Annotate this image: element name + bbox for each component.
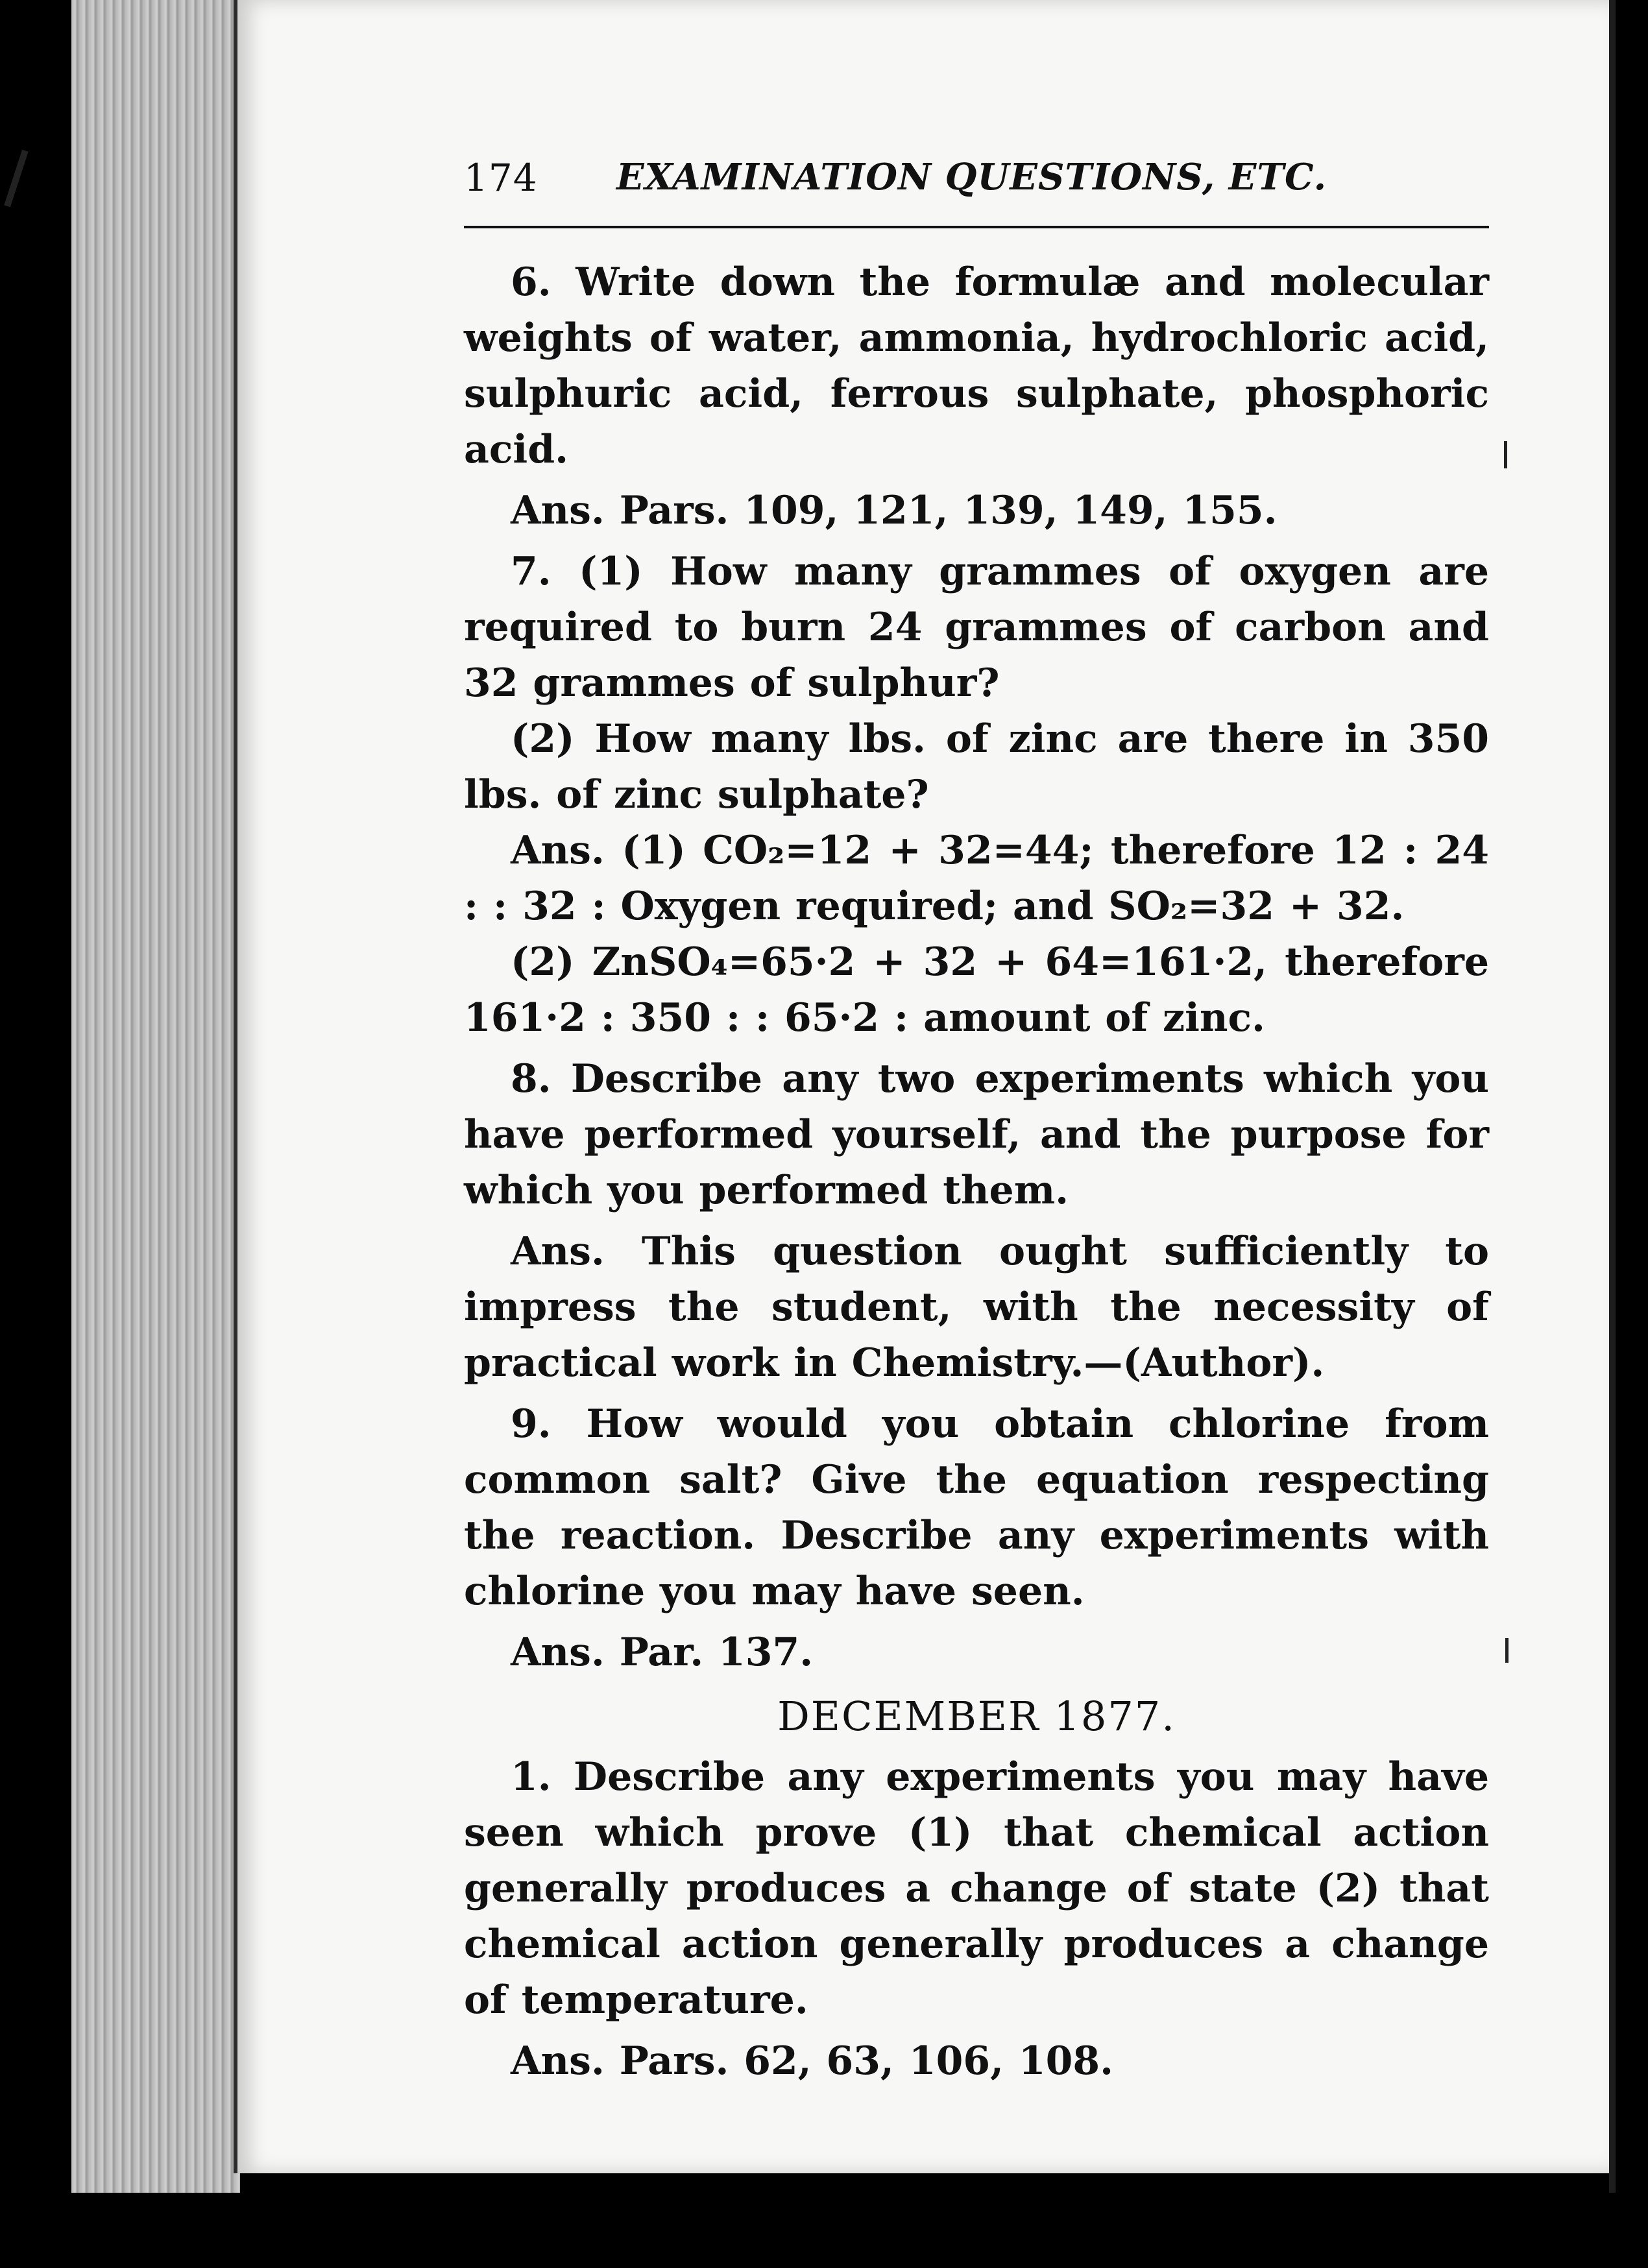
question-8: 8. Describe any two experiments which you have performed yourself, and the purpose for which you performed them. [464, 1056, 1489, 1213]
margin-mark [4, 150, 28, 208]
running-title: EXAMINATION QUESTIONS, ETC. [616, 156, 1327, 199]
section-heading-december-1877: DECEMBER 1877. [777, 1693, 1176, 1740]
question-7-part-1: 7. (1) How many grammes of oxygen are required to burn 24 grammes of carbon and 32 grammes of sulphur? [464, 549, 1489, 706]
answer-9: Ans. Par. 137. [511, 1630, 814, 1675]
question-6: 6. Write down the formulæ and molecular weights of water, ammonia, hydrochloric acid, sulphuric acid, ferrous sulphate, phosphoric acid. [464, 259, 1489, 472]
header-rule [464, 226, 1489, 228]
page-number: 174 [464, 156, 538, 200]
answer-6: Ans. Pars. 109, 121, 139, 149, 155. [511, 488, 1278, 533]
margin-mark [1504, 441, 1507, 468]
december-answer-1: Ans. Pars. 62, 63, 106, 108. [511, 2038, 1113, 2084]
running-head [464, 149, 1489, 208]
book-page-edges [71, 0, 240, 2193]
answer-7-part-2: (2) ZnSO₄=65·2 + 32 + 64=161·2, therefore 161·2 : 350 : : 65·2 : amount of zinc. [464, 939, 1489, 1041]
december-question-1: 1. Describe any experiments you may have seen which prove (1) that chemical action generally produces a change of state (2) that chemical action generally produces a change of temperature. [464, 1754, 1489, 2023]
question-7-part-2: (2) How many lbs. of zinc are there in 350 lbs. of zinc sulphate? [464, 716, 1489, 817]
answer-8: Ans. This question ought sufficiently to impress the student, with the necessity of practical work in Chemistry.—(Author). [464, 1229, 1489, 1386]
page-content [464, 149, 1489, 2089]
answer-7-part-1: Ans. (1) CO₂=12 + 32=44; therefore 12 : 24 : : 32 : Oxygen required; and SO₂=32 + 32. [464, 828, 1489, 929]
book-spine-edge [1609, 0, 1616, 2193]
question-9: 9. How would you obtain chlorine from common salt? Give the equation respecting the reaction. Describe any experiments with chlorine you may have seen. [464, 1401, 1489, 1614]
margin-mark [1505, 1638, 1509, 1663]
